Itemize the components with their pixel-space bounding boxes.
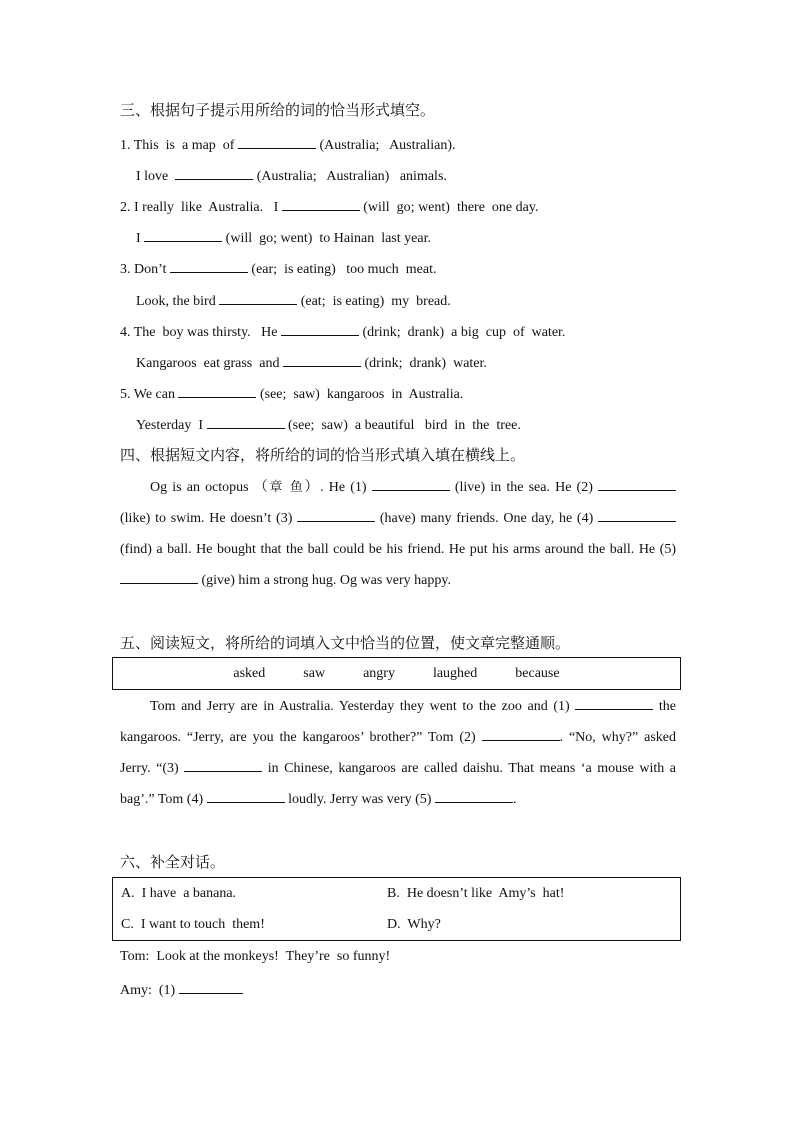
answer-blank[interactable] [435, 788, 513, 803]
word-bank-item: laughed [432, 665, 478, 681]
option-d: D. Why? [387, 917, 441, 932]
answer-blank[interactable] [282, 196, 360, 211]
exercise-line: I love (Australia; Australian) animals. [136, 165, 447, 187]
answer-blank[interactable] [207, 788, 285, 803]
exercise-line: Yesterday I (see; saw) a beautiful bird in the tree. [136, 414, 521, 436]
word-bank-item: angry [363, 665, 395, 681]
section4-passage: Og is an octopus （章 鱼）. He (1) (live) in the sea. He (2) (like) to swim. He doesn’t (3) (have) many friends. One day, he (4) (find) a ball. He bought that the ball could be his friend. He put his arms around the ball. He (5) (give) him a strong hug. Og was very happy. [120, 472, 676, 596]
exercise-line: 5. We can (see; saw) kangaroos in Australia. [120, 383, 463, 405]
answer-blank[interactable] [170, 258, 248, 273]
answer-blank[interactable] [598, 476, 676, 491]
exercise-line: 1. This is a map of (Australia; Australian). [120, 134, 456, 156]
exercise-line: 3. Don’t (ear; is eating) too much meat. [120, 258, 436, 280]
answer-blank[interactable] [207, 414, 285, 429]
answer-blank[interactable] [219, 290, 297, 305]
exercise-line: Kangaroos eat grass and (drink; drank) water. [136, 352, 487, 374]
exercise-line: 2. I really like Australia. I (will go; went) there one day. [120, 196, 538, 218]
answer-blank[interactable] [372, 476, 450, 491]
word-bank-item: saw [303, 665, 326, 681]
answer-blank[interactable] [482, 726, 560, 741]
answer-blank[interactable] [238, 134, 316, 149]
word-bank [112, 657, 681, 690]
dialogue-options-box [112, 877, 681, 941]
answer-blank[interactable] [283, 352, 361, 367]
word-bank-item: because [515, 665, 560, 681]
answer-blank[interactable] [179, 979, 243, 994]
section4-heading: 四、根据短文内容，将所给的词的恰当形式填入填在横线上。 [120, 446, 526, 464]
exercise-line: I (will go; went) to Hainan last year. [136, 227, 431, 249]
answer-blank[interactable] [184, 757, 262, 772]
answer-blank[interactable] [144, 227, 222, 242]
section5-passage: Tom and Jerry are in Australia. Yesterday they went to the zoo and (1) the kangaroos. “Jerry, are you the kangaroos’ brother?” Tom (2) . “No, why?” asked Jerry. “(3) in Chinese, kangaroos are called daishu. That means ‘a mouse with a bag’.” Tom (4) loudly. Jerry was very (5) . [120, 691, 676, 815]
section6-heading: 六、补全对话。 [120, 853, 226, 871]
answer-blank[interactable] [178, 383, 256, 398]
dialogue-line-tom: Tom: Look at the monkeys! They’re so funny! [120, 949, 391, 964]
answer-blank[interactable] [575, 695, 653, 710]
dialogue-line-amy: Amy: (1) [120, 979, 243, 1001]
option-c: C. I want to touch them! [121, 917, 265, 932]
answer-blank[interactable] [175, 165, 253, 180]
option-a: A. I have a banana. [121, 886, 237, 901]
word-bank-item: asked [233, 665, 266, 681]
exercise-line: Look, the bird (eat; is eating) my bread. [136, 290, 451, 312]
answer-blank[interactable] [120, 569, 198, 584]
section3-heading: 三、根据句子提示用所给的词的恰当形式填空。 [120, 101, 436, 119]
answer-blank[interactable] [281, 321, 359, 336]
answer-blank[interactable] [297, 507, 375, 522]
option-b: B. He doesn’t like Amy’s hat! [387, 886, 565, 901]
exercise-line: 4. The boy was thirsty. He (drink; drank) a big cup of water. [120, 321, 565, 343]
answer-blank[interactable] [598, 507, 676, 522]
section5-heading: 五、阅读短文，将所给的词填入文中恰当的位置，使文章完整通顺。 [120, 634, 571, 652]
